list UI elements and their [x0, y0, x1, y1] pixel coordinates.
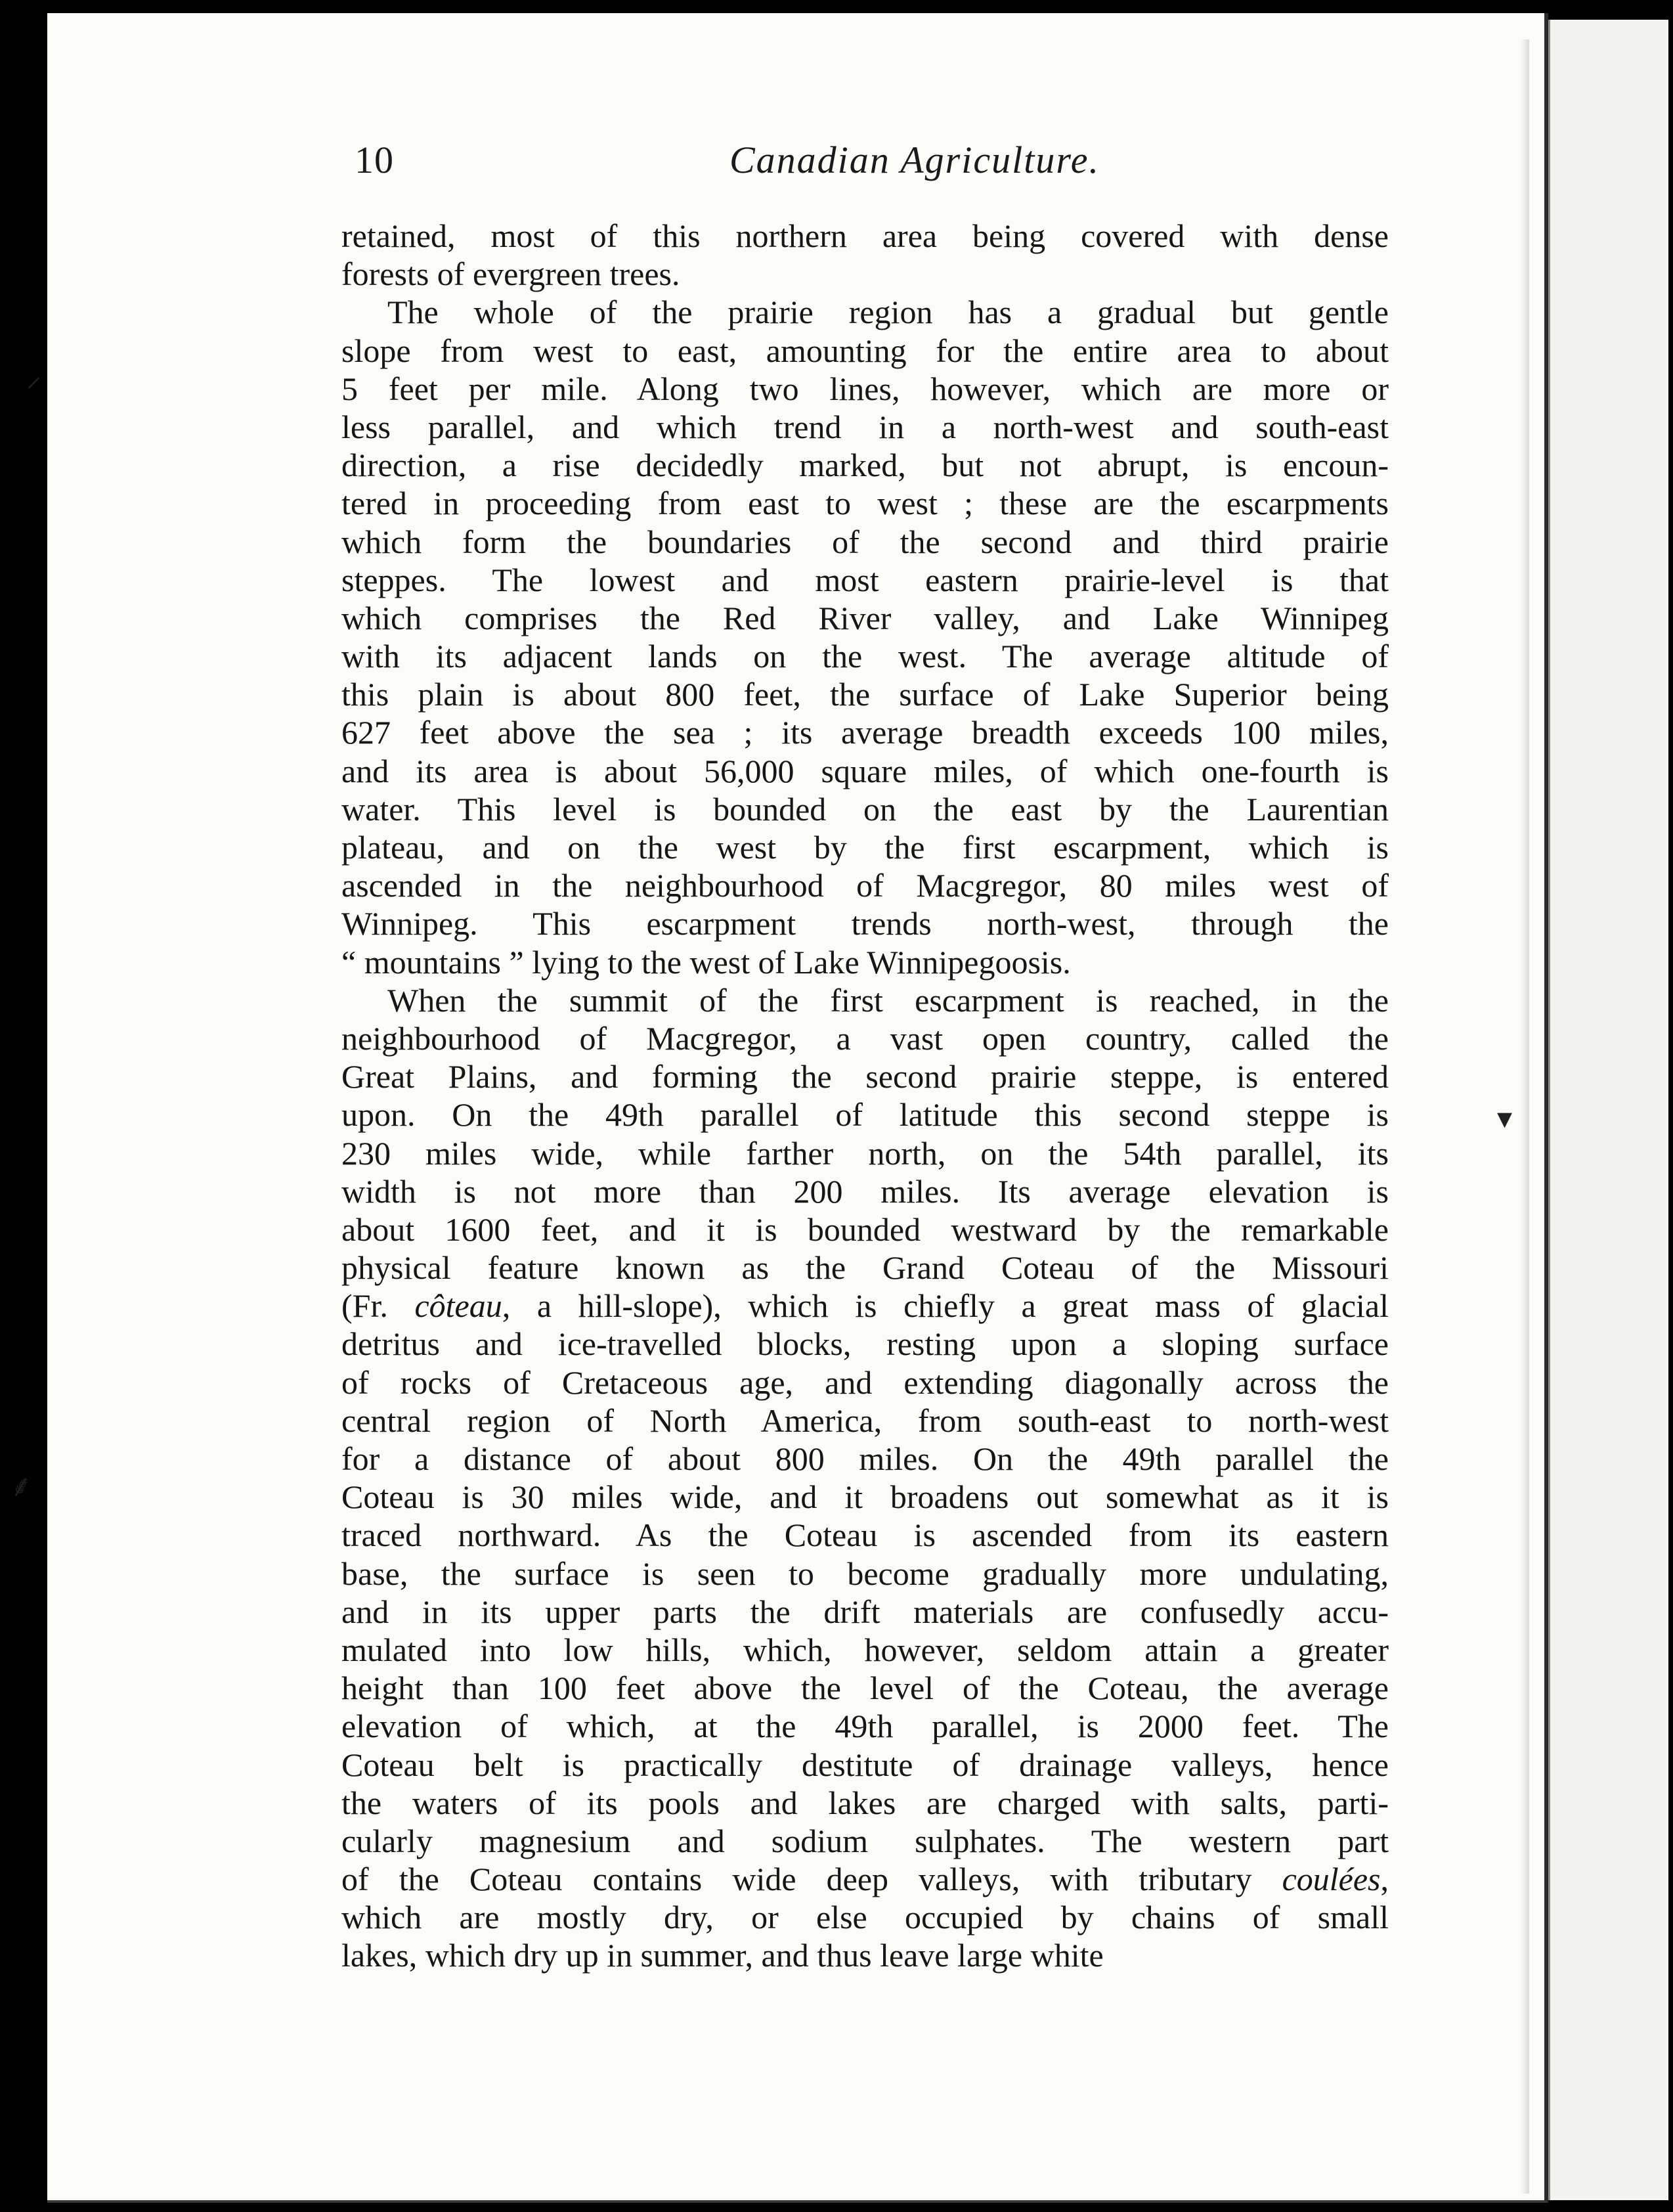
- text-line: of the Coteau contains wide deep valleys, with tributary coulées,: [341, 1861, 1389, 1898]
- text-line: with its adjacent lands on the west. The average altitude of: [341, 638, 1389, 675]
- text-line: cularly magnesium and sodium sulphates. The western part: [341, 1822, 1389, 1859]
- text-line: steppes. The lowest and most eastern prairie-level is that: [341, 561, 1389, 598]
- text-line: width is not more than 200 miles. Its average elevation is: [341, 1172, 1389, 1210]
- text-line: forests of evergreen trees.: [341, 255, 680, 293]
- text-line: 5 feet per mile. Along two lines, however, which are more or: [341, 370, 1389, 407]
- text-line: retained, most of this northern area being covered with dense: [341, 217, 1389, 254]
- text-line: height than 100 feet above the level of the Coteau, the average: [341, 1670, 1389, 1707]
- italic-term: côteau: [414, 1287, 502, 1325]
- text-line: plateau, and on the west by the first escarpment, which is: [341, 829, 1389, 866]
- running-title: Canadian Agriculture.: [729, 139, 1100, 181]
- text-line: and its area is about 56,000 square miles, of which one-fourth is: [341, 752, 1389, 789]
- text-line: this plain is about 800 feet, the surface of Lake Superior being: [341, 676, 1389, 713]
- text-line: the waters of its pools and lakes are charged with salts, parti-: [341, 1784, 1389, 1821]
- text-line: upon. On the 49th parallel of latitude this second steppe is: [341, 1096, 1389, 1134]
- running-header: [355, 138, 1100, 197]
- text-line: Winnipeg. This escarpment trends north-west, through the: [341, 905, 1389, 942]
- text-line: mulated into low hills, which, however, seldom attain a greater: [341, 1631, 1389, 1668]
- text-line: slope from west to east, amounting for the entire area to about: [341, 332, 1389, 369]
- text-line: direction, a rise decidedly marked, but not abrupt, is encoun-: [341, 447, 1389, 484]
- text-line: 230 miles wide, while farther north, on the 54th parallel, its: [341, 1134, 1389, 1172]
- text-line: central region of North America, from south-east to north-west: [341, 1402, 1389, 1439]
- text-line: detritus and ice-travelled blocks, resting upon a sloping surface: [341, 1325, 1389, 1363]
- text-line: elevation of which, at the 49th parallel, is 2000 feet. The: [341, 1708, 1389, 1745]
- margin-smudge-mark: ⸙: [10, 1468, 33, 1503]
- text-line: tered in proceeding from east to west ; these are the escarpments: [341, 485, 1389, 522]
- text-line: and in its upper parts the drift materials are confusedly accu-: [341, 1593, 1389, 1630]
- margin-smudge-mark: ⸝: [26, 358, 41, 393]
- text-line: Coteau is 30 miles wide, and it broadens out somewhat as it is: [341, 1478, 1389, 1516]
- text-line: which form the boundaries of the second and third prairie: [341, 523, 1389, 560]
- text-line: traced northward. As the Coteau is ascended from its eastern: [341, 1516, 1389, 1554]
- text-line: for a distance of about 800 miles. On the 49th parallel the: [341, 1440, 1389, 1477]
- text-line: less parallel, and which trend in a north-west and south-east: [341, 408, 1389, 445]
- text-line: lakes, which dry up in summer, and thus leave large white: [341, 1937, 1104, 1974]
- text-line: ascended in the neighbourhood of Macgregor, 80 miles west of: [341, 867, 1389, 904]
- italic-term: coulées: [1282, 1861, 1381, 1898]
- text-line: base, the surface is seen to become gradually more undulating,: [341, 1555, 1389, 1592]
- text-line: physical feature known as the Grand Coteau of the Missouri: [341, 1249, 1389, 1287]
- page-number: 10: [355, 139, 394, 181]
- text-line: neighbourhood of Macgregor, a vast open country, called the: [341, 1019, 1389, 1057]
- text-line: 627 feet above the sea ; its average breadth exceeds 100 miles,: [341, 714, 1389, 751]
- adjacent-page-edge: [1548, 20, 1668, 2200]
- body-text: [341, 217, 1389, 1975]
- text-line: water. This level is bounded on the east by the Laurentian: [341, 790, 1389, 828]
- text-line: which are mostly dry, or else occupied by chains of small: [341, 1899, 1389, 1936]
- text-line: Great Plains, and forming the second prairie steppe, is entered: [341, 1058, 1389, 1095]
- text-line: (Fr. côteau, a hill-slope), which is chiefly a great mass of glacial: [341, 1287, 1389, 1325]
- text-line: Coteau belt is practically destitute of drainage valleys, hence: [341, 1746, 1389, 1783]
- text-line: When the summit of the first escarpment is reached, in the: [387, 981, 1389, 1019]
- text-line: The whole of the prairie region has a gradual but gentle: [387, 294, 1389, 331]
- text-line: which comprises the Red River valley, and Lake Winnipeg: [341, 599, 1389, 636]
- text-line: “ mountains ” lying to the west of Lake Winnipegoosis.: [341, 943, 1071, 981]
- text-line: of rocks of Cretaceous age, and extending diagonally across the: [341, 1363, 1389, 1401]
- text-line: about 1600 feet, and it is bounded westward by the remarkable: [341, 1210, 1389, 1248]
- page-fold-shadow: [1521, 39, 1529, 2194]
- margin-arrow-mark: ▾: [1497, 1100, 1513, 1136]
